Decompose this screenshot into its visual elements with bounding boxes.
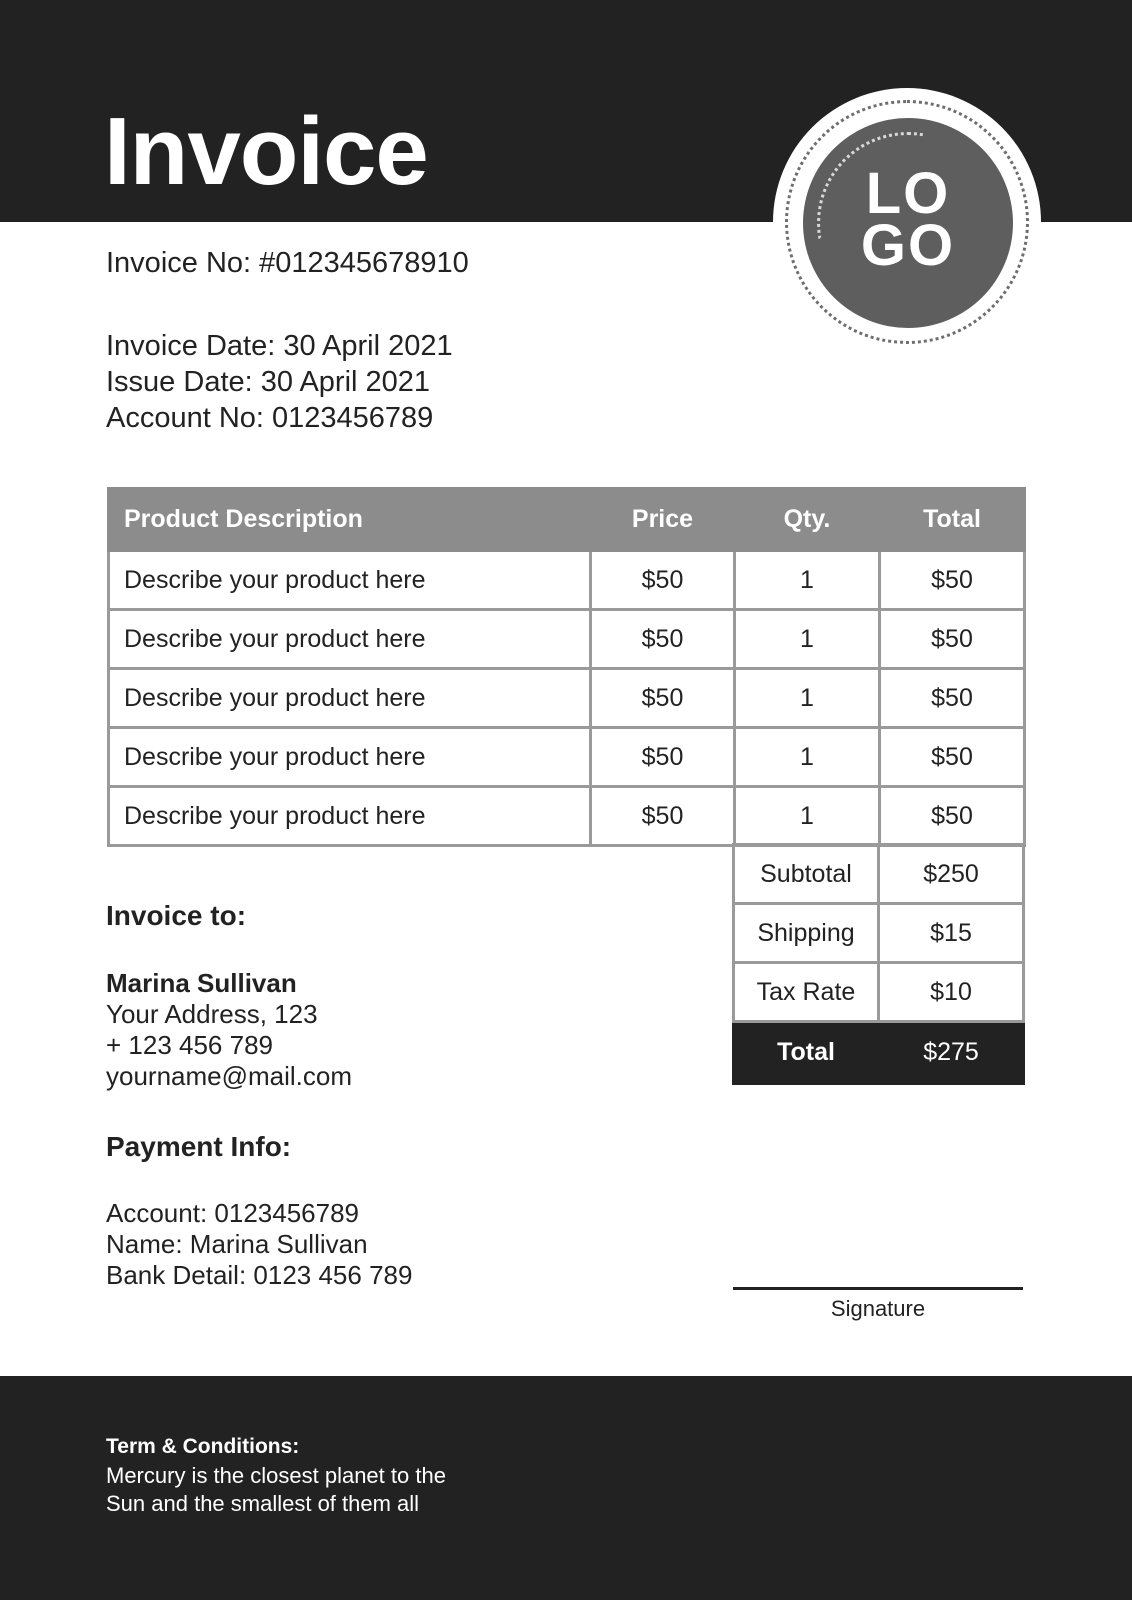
row-total: $50 (880, 728, 1025, 787)
payment-details (106, 1198, 412, 1291)
shipping-label: Shipping (734, 904, 879, 963)
row-description: Describe your product here (109, 728, 591, 787)
signature-label: Signature (830, 1296, 926, 1321)
table-row (109, 728, 1025, 787)
shipping-value: $15 (879, 904, 1024, 963)
signature-line (733, 1287, 1023, 1290)
row-qty: 1 (735, 551, 880, 610)
product-table (107, 487, 1026, 847)
row-total: $50 (880, 610, 1025, 669)
invoice-date: Invoice Date: 30 April 2021 (106, 330, 453, 362)
payment-name: Name: Marina Sullivan (106, 1229, 368, 1259)
grand-total-label: Total (734, 1022, 879, 1084)
payment-bank: Bank Detail: 0123 456 789 (106, 1260, 413, 1290)
grand-total-value: $275 (879, 1022, 1024, 1084)
row-qty: 1 (735, 728, 880, 787)
tax-value: $10 (879, 963, 1024, 1022)
row-total: $50 (880, 669, 1025, 728)
header-price: Price (591, 489, 735, 551)
row-total: $50 (880, 551, 1025, 610)
row-description: Describe your product here (109, 787, 591, 846)
terms-text (106, 1462, 526, 1518)
logo-text-line1: LO (865, 161, 951, 226)
payment-info-title: Payment Info: (106, 1131, 292, 1162)
tax-row (734, 963, 1024, 1022)
client-address: Your Address, 123 (106, 999, 318, 1029)
terms-title: Term & Conditions: (106, 1435, 300, 1458)
header-total: Total (880, 489, 1025, 551)
subtotal-label: Subtotal (734, 845, 879, 904)
invoice-title: Invoice (104, 98, 428, 205)
subtotal-value: $250 (879, 845, 1024, 904)
invoice-meta (106, 328, 453, 436)
client-email: yourname@mail.com (106, 1061, 353, 1091)
summary-table (732, 843, 1025, 1085)
invoice-number: Invoice No: #012345678910 (106, 247, 469, 279)
grand-total-row (734, 1022, 1024, 1084)
table-row (109, 610, 1025, 669)
row-qty: 1 (735, 787, 880, 846)
row-price: $50 (591, 728, 735, 787)
table-row (109, 669, 1025, 728)
issue-date: Issue Date: 30 April 2021 (106, 366, 431, 398)
payment-account: Account: 0123456789 (106, 1198, 359, 1228)
invoice-to-title: Invoice to: (106, 900, 247, 931)
shipping-row (734, 904, 1024, 963)
tax-label: Tax Rate (734, 963, 879, 1022)
row-price: $50 (591, 787, 735, 846)
logo-text-line2: GO (860, 213, 956, 278)
row-description: Describe your product here (109, 610, 591, 669)
subtotal-row (734, 845, 1024, 904)
client-name: Marina Sullivan (106, 968, 297, 998)
client-phone: + 123 456 789 (106, 1030, 273, 1060)
row-price: $50 (591, 551, 735, 610)
header-qty: Qty. (735, 489, 880, 551)
row-qty: 1 (735, 669, 880, 728)
row-qty: 1 (735, 610, 880, 669)
logo (803, 161, 1013, 278)
table-header-row (109, 489, 1025, 551)
row-total: $50 (880, 787, 1025, 846)
terms-line-1: Mercury is the closest planet to the (106, 1463, 446, 1488)
client-details (106, 968, 352, 1092)
row-description: Describe your product here (109, 551, 591, 610)
row-price: $50 (591, 669, 735, 728)
terms-line-2: Sun and the smallest of them all (106, 1491, 420, 1516)
row-price: $50 (591, 610, 735, 669)
table-row (109, 787, 1025, 846)
header-description: Product Description (109, 489, 591, 551)
table-row (109, 551, 1025, 610)
account-number: Account No: 0123456789 (106, 402, 434, 434)
row-description: Describe your product here (109, 669, 591, 728)
